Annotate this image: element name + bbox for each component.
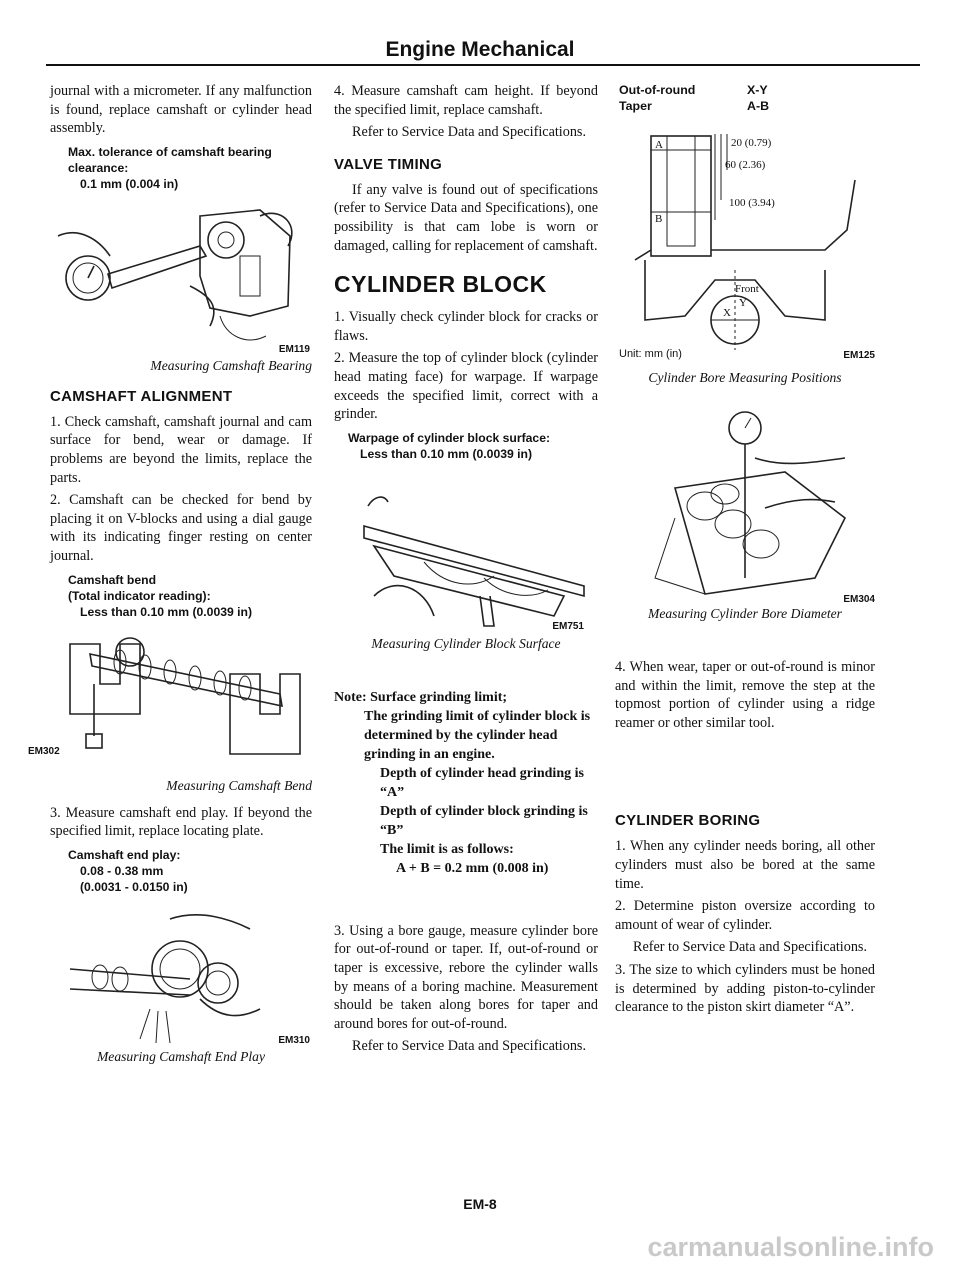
note-line: Depth of cylinder head grinding is “A” — [380, 765, 584, 800]
bore-positions-diagram — [615, 120, 875, 360]
bore-diameter-illustration — [615, 398, 875, 604]
table-value: A-B — [747, 99, 770, 113]
alignment-step-3: 3. Measure camshaft end play. If beyond the specified limit, replace locating plate. — [50, 804, 312, 840]
figure-cylinder-block-surface — [334, 466, 598, 634]
cam-height-reference: Refer to Service Data and Specifications. — [352, 124, 587, 141]
section-heading-cylinder-boring: CYLINDER BORING — [615, 812, 761, 830]
spec-label: Max. tolerance of camshaft bearing clearance: — [68, 144, 272, 175]
cylinder-block-surface-illustration — [334, 466, 598, 634]
figure-caption: Measuring Camshaft Bend — [166, 777, 312, 793]
cylinder-block-step-1: 1. Visually check cylinder block for cracks or flaws. — [334, 309, 598, 344]
alignment-step-1: 1. Check camshaft, camshaft journal and cam surface for bend, wear or damage. If problems are beyond the limits, replace the parts. — [50, 413, 312, 486]
note-line: The limit is as follows: — [380, 841, 514, 857]
column-right — [615, 82, 875, 1021]
cylinder-block-step-2: 2. Measure the top of cylinder block (cylinder head mating face) for warpage. If warpage exceeds the specified limit, correct with a grinder. — [334, 350, 598, 423]
boring-step-2: 2. Determine piston oversize according to amount of wear of cylinder. — [615, 898, 875, 933]
note-line: The grinding limit of cylinder block is determined by the cylinder head grinding in an engine. — [364, 708, 591, 762]
end-play-spec — [68, 847, 312, 895]
header-rule — [46, 64, 920, 66]
figure-code: EM125 — [843, 350, 875, 361]
note-line: A + B = 0.2 mm (0.008 in) — [396, 860, 549, 876]
bearing-clearance-spec — [68, 144, 312, 192]
cam-height-step: 4. Measure camshaft cam height. If beyond the specified limit, replace camshaft. — [334, 83, 598, 118]
warpage-spec — [348, 430, 598, 462]
figure-caption: Measuring Cylinder Block Surface — [371, 635, 561, 651]
section-heading-camshaft-alignment: CAMSHAFT ALIGNMENT — [50, 387, 233, 405]
spec-value: Less than 0.10 mm (0.0039 in) — [360, 446, 533, 461]
figure-camshaft-end-play — [50, 899, 312, 1047]
figure-caption: Cylinder Bore Measuring Positions — [648, 370, 842, 385]
camshaft-bend-illustration — [50, 624, 312, 776]
table-label: Out-of-round — [619, 83, 696, 97]
label-y: Y — [739, 297, 747, 309]
label-b: B — [655, 213, 663, 225]
alignment-step-2: 2. Camshaft can be checked for bend by placing it on V-blocks and using a dial gauge with its indicating finger resting on center journal. — [50, 492, 312, 564]
figure-code: EM310 — [278, 1034, 310, 1046]
figure-bore-diameter — [615, 398, 875, 604]
camshaft-end-play-illustration — [50, 899, 312, 1047]
label-depth-60: 60 (2.36) — [725, 159, 766, 171]
measurement-table — [619, 82, 875, 114]
boring-step-2-reference: Refer to Service Data and Specifications. — [633, 939, 868, 956]
label-depth-20: 20 (0.79) — [731, 137, 772, 149]
boring-step-3: 3. The size to which cylinders must be honed is determined by adding piston-to-cylinder clearance to the piston skirt diameter “A”. — [615, 961, 875, 1016]
label-a: A — [655, 139, 663, 151]
spec-label: Camshaft end play: — [68, 847, 181, 862]
page-number: EM-8 — [463, 1196, 497, 1212]
label-depth-100: 100 (3.94) — [729, 197, 775, 209]
figure-caption: Measuring Cylinder Bore Diameter — [648, 606, 842, 621]
camshaft-bearing-illustration — [50, 196, 312, 356]
spec-value: (0.0031 - 0.0150 in) — [80, 879, 188, 894]
surface-grinding-note — [334, 688, 598, 878]
spec-value: 0.08 - 0.38 mm — [80, 863, 164, 878]
spec-label: (Total indicator reading): — [68, 588, 211, 603]
ridge-reamer-step: 4. When wear, taper or out-of-round is minor and within the limit, remove the step at the topmost portion of cylinder using a ridge reamer or other similar tool. — [615, 659, 875, 731]
table-value: X-Y — [747, 83, 768, 97]
figure-bore-measuring-positions — [615, 120, 875, 360]
figure-camshaft-bend — [28, 624, 312, 776]
section-heading-cylinder-block: CYLINDER BLOCK — [334, 271, 547, 298]
figure-code: EM302 — [28, 745, 60, 757]
bore-gauge-reference: Refer to Service Data and Specifications. — [352, 1038, 587, 1055]
watermark: carmanualsonline.info — [647, 1232, 934, 1262]
section-heading-valve-timing: VALVE TIMING — [334, 155, 443, 173]
figure-camshaft-bearing — [50, 196, 312, 356]
note-line: Note: Surface grinding limit; — [334, 689, 508, 705]
spec-label: Warpage of cylinder block surface: — [348, 430, 551, 445]
unit-label: Unit: mm (in) — [619, 348, 682, 360]
figure-caption: Measuring Camshaft End Play — [96, 1048, 266, 1064]
label-x: X — [723, 307, 731, 319]
intro-paragraph: journal with a micrometer. If any malfunction is found, replace camshaft or cylinder head assembly. — [50, 83, 312, 137]
boring-step-1: 1. When any cylinder needs boring, all other cylinders must also be bored at the same time. — [615, 838, 875, 892]
figure-caption: Measuring Camshaft Bearing — [150, 357, 312, 373]
note-line: Depth of cylinder block grinding is “B” — [380, 803, 588, 838]
bore-gauge-step: 3. Using a bore gauge, measure cylinder bore for out-of-round or taper. If, out-of-round or taper is excessive, rebore the cylinder walls by means of a boring machine. Measurement should be taken along bores for taper and around bores for out-of-round. — [334, 922, 598, 1032]
valve-timing-paragraph: If any valve is found out of specifications (refer to Service Data and Specifications), one possibility is that cam lobe is worn or damaged, calling for replacement of camshaft. — [334, 181, 598, 254]
figure-code: EM304 — [843, 594, 875, 605]
spec-value: 0.1 mm (0.004 in) — [80, 176, 179, 191]
page-header: Engine Mechanical — [385, 38, 575, 61]
figure-code: EM751 — [552, 620, 584, 632]
camshaft-bend-spec — [68, 572, 312, 620]
spec-value: Less than 0.10 mm (0.0039 in) — [80, 604, 253, 619]
column-left — [28, 82, 312, 1075]
label-front: Front — [735, 283, 759, 295]
figure-code: EM119 — [278, 343, 310, 355]
spec-label: Camshaft bend — [68, 572, 157, 587]
column-middle — [334, 82, 598, 1060]
table-label: Taper — [619, 99, 652, 113]
